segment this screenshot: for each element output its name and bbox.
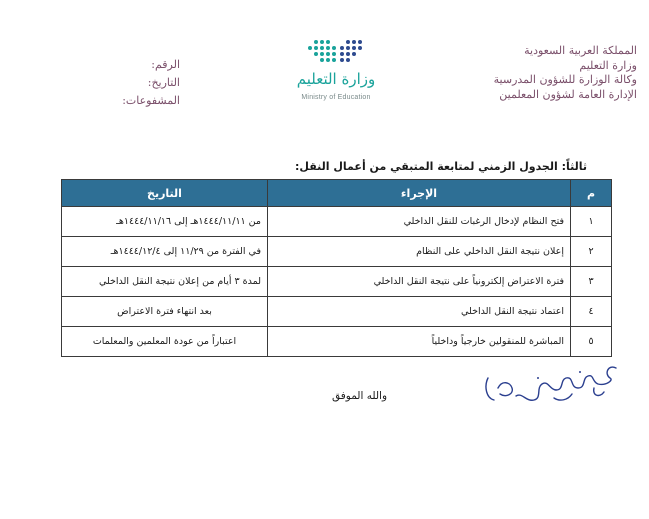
column-header-procedure: الإجراء: [268, 180, 571, 207]
column-header-number: م: [571, 180, 612, 207]
header-line-agency: وكالة الوزارة للشؤون المدرسية: [493, 73, 637, 86]
table-row: [62, 327, 612, 357]
row-procedure: فتح النظام لإدخال الرغبات للنقل الداخلي: [268, 207, 571, 237]
row-number: ٤: [571, 297, 612, 327]
row-date: بعد انتهاء فترة الاعتراض: [62, 297, 268, 327]
ministry-header: [487, 44, 637, 102]
header-line-country: المملكة العربية السعودية: [524, 44, 637, 57]
row-number: ٣: [571, 267, 612, 297]
ref-date-label: التاريخ:: [147, 76, 180, 89]
row-procedure: فترة الاعتراض إلكترونياً على نتيجة النقل الداخلي: [268, 267, 571, 297]
table-row: [62, 297, 612, 327]
schedule-table: [61, 179, 612, 357]
row-number: ١: [571, 207, 612, 237]
table-header-row: [62, 180, 612, 207]
row-date: في الفترة من ١١/٢٩ إلى ١٤٤٤/١٢/٤هـ: [62, 237, 268, 267]
header-line-ministry: وزارة التعليم: [579, 58, 637, 72]
table-row: [62, 267, 612, 297]
column-header-date: التاريخ: [62, 180, 268, 207]
row-date: اعتباراً من عودة المعلمين والمعلمات: [62, 327, 268, 357]
table-row: [62, 207, 612, 237]
row-date: لمدة ٣ أيام من إعلان نتيجة النقل الداخلي: [62, 267, 268, 297]
row-procedure: إعلان نتيجة النقل الداخلي على النظام: [268, 237, 571, 267]
logo-english-text: Ministry of Education: [301, 94, 371, 101]
section-title: ثالثاً: الجدول الزمني لمتابعة المتبقي من أعمال النقل:: [295, 160, 587, 173]
ref-attachments-label: المشفوعات:: [122, 94, 180, 107]
row-number: ٥: [571, 327, 612, 357]
logo-arabic-text: وزارة التعليم: [296, 70, 376, 88]
row-number: ٢: [571, 237, 612, 267]
row-procedure: المباشرة للمنقولين خارجياً وداخلياً: [268, 327, 571, 357]
signature-image: [476, 358, 626, 410]
ref-number-label: الرقم:: [151, 58, 180, 71]
closing-text: والله الموفق: [332, 390, 388, 402]
row-date: من ١٤٤٤/١١/١١هـ إلى ١٤٤٤/١١/١٦هـ: [62, 207, 268, 237]
header-line-department: الإدارة العامة لشؤون المعلمين: [499, 87, 637, 101]
reference-fields: [120, 56, 180, 110]
row-procedure: اعتماد نتيجة النقل الداخلي: [268, 297, 571, 327]
table-row: [62, 237, 612, 267]
